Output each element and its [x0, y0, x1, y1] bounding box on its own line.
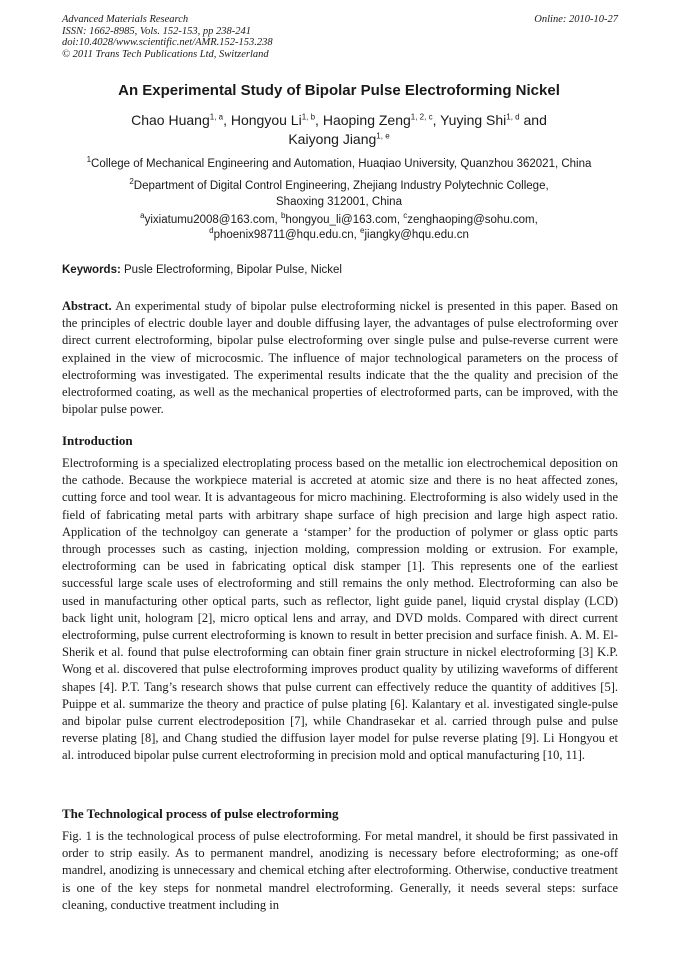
paper-title: An Experimental Study of Bipolar Pulse Electroforming Nickel [118, 82, 560, 99]
email-link[interactable]: yixiatumu2008@163.com, [144, 214, 278, 226]
affiliation-2 [40, 178, 638, 210]
introduction-text: Electroforming is a specialized electroplating process based on the metallic ion electrochemical deposition on the cathode. Because the workpiece material is accreted at atomic size and there is no heat affected zones, cutting force and tool wear. It is advantageous for micro machining. Electroforming is also widely used in the field of fabricating metal parts with arbitrary shape surface of high precision and large high aspect ratio. Application of the technolgoy can generate a ‘stamper’ for the production of polymer or glass optic parts through processes such as casting, injection molding, compression molding or extrusion. For example, electroforming can be used in fabricating optical disk stamper [1]. This represents one of the earliest successful large scale uses of electroforming and still remains the only method. Electroforming can also be used in manufacturing other optical parts, such as reflector, light guide panel, liquid crystal display (LCD) back light unit, hologram [2], micro optical lens and array, and DVD molds. Compared with direct current electroforming, pulse current electroforming is known to result in better precision and surface finish. A. M. El-Sherik et al. found that pulse electroforming can obtain finer grain structure in nickel electroforming [3] K.P. Wong et al. discovered that pulse electroforming improves product quality by utilizing waveforms of different shapes [4]. P.T. Tang’s research shows that pulse current can effectively reduce the quantity of additives [5]. Puippe et al. summarize the theory and practice of pulse plating [6]. Kalantary et al. investigated single-pulse and bipolar pulse current electrodeposition [7], while Chandrasekar et al. carried through pulse and pulse reverse plating [8], and Chang studied the diffusion layer model for pulse reverse plating [9]. Li Hongyou et al. introduced bipolar pulse current electroforming in precision mold and optical manufacturing [10, 11]. [62, 456, 618, 763]
author-affiliation-marker: 1, a [209, 112, 224, 122]
affiliation-text-line2: Shaoxing 312001, China [276, 196, 402, 208]
email-marker: c [403, 211, 408, 221]
email-link[interactable]: hongyou_li@163.com, [285, 214, 401, 226]
affiliation-text: College of Mechanical Engineering and Automation, Huaqiao University, Quanzhou 362021, China [91, 158, 592, 170]
email-link[interactable]: phoenix98711@hqu.edu.cn, [213, 229, 357, 241]
author-name: Yuying Shi [440, 112, 507, 128]
author-list: Chao Huang$^{1, a}$, Hongyou Li$^{1, b}$, Haoping Zeng$^{1, 2, c}$, Yuying Shi$^{1, d}$ and Kaiyong Jiang$^{1, e}$ [131, 112, 547, 147]
author-name: Hongyou Li [230, 112, 302, 128]
email-link[interactable]: zenghaoping@sohu.com, [407, 214, 538, 226]
affiliation-text-line1: Department of Digital Control Engineering, Zhejiang Industry Polytechnic College, [133, 180, 549, 192]
keywords-text: Pusle Electroforming, Bipolar Pulse, Nickel [124, 264, 342, 276]
author-emails [40, 213, 638, 243]
keywords-label: Keywords: [62, 264, 121, 276]
doi-line: doi:10.4028/www.scientific.net/AMR.152-153.238 [62, 37, 273, 48]
affiliation-marker: 1 [86, 155, 92, 165]
process-text: Fig. 1 is the technological process of pulse electroforming. For metal mandrel, it should be first passivated in order to strip easily. As to permanent mandrel, anodizing is necessary before electroforming; as one-off mandrel, anodizing is unnecessary and chemical etching after electroforming. Otherwise, conductive treatment is one of the key steps for nonmetal mandrel electroforming. Generally, it needs several steps: surface cleaning, conductive treatment including in [62, 829, 618, 912]
abstract-text: An experimental study of bipolar pulse electroforming nickel is presented in this paper. Based on the principles of electric double layer and double diffusing layer, the advantages of pulse electroforming over direct current electroforming, bipolar pulse electroforming over single pulse and pulse-reverse current were explained in the view of microcosmic. The influence of major technological parameters on the process of electroforming was investigated. The experimental results indicate that the the quality and precision of the electroformed coating, as well as the mechanical properties of electroformed parts, can be improved, with the bipolar pulse power. [62, 299, 618, 417]
running-header [62, 14, 618, 60]
issn-line: ISSN: 1662-8985, Vols. 152-153, pp 238-241 [62, 25, 251, 37]
email-marker: b [280, 211, 286, 221]
section-heading-process: The Technological process of pulse electroforming [62, 806, 339, 821]
author-affiliation-marker: 1, e [376, 131, 390, 141]
online-date: Online: 2010-10-27 [534, 14, 618, 25]
author-name: Chao Huang [131, 112, 210, 128]
copyright-line: © 2011 Trans Tech Publications Ltd, Switzerland [62, 48, 269, 60]
author-conjunction: and [523, 112, 547, 128]
affiliation-marker: 2 [129, 177, 134, 187]
author-name: Kaiyong Jiang [288, 131, 377, 147]
journal-name: Advanced Materials Research [62, 14, 189, 25]
abstract [62, 298, 618, 418]
email-marker: a [140, 211, 145, 221]
keywords [62, 264, 342, 276]
affiliation-1 [40, 156, 638, 172]
author-affiliation-marker: 1, b [301, 112, 316, 122]
abstract-label: Abstract. [62, 299, 112, 313]
email-marker: d [209, 226, 214, 236]
author-name: Haoping Zeng [322, 112, 411, 128]
author-affiliation-marker: 1, 2, c [410, 112, 433, 122]
email-link[interactable]: jiangky@hqu.edu.cn [364, 229, 469, 241]
author-affiliation-marker: 1, d [506, 112, 520, 122]
section-heading-introduction: Introduction [62, 433, 133, 448]
email-marker: e [360, 226, 365, 236]
